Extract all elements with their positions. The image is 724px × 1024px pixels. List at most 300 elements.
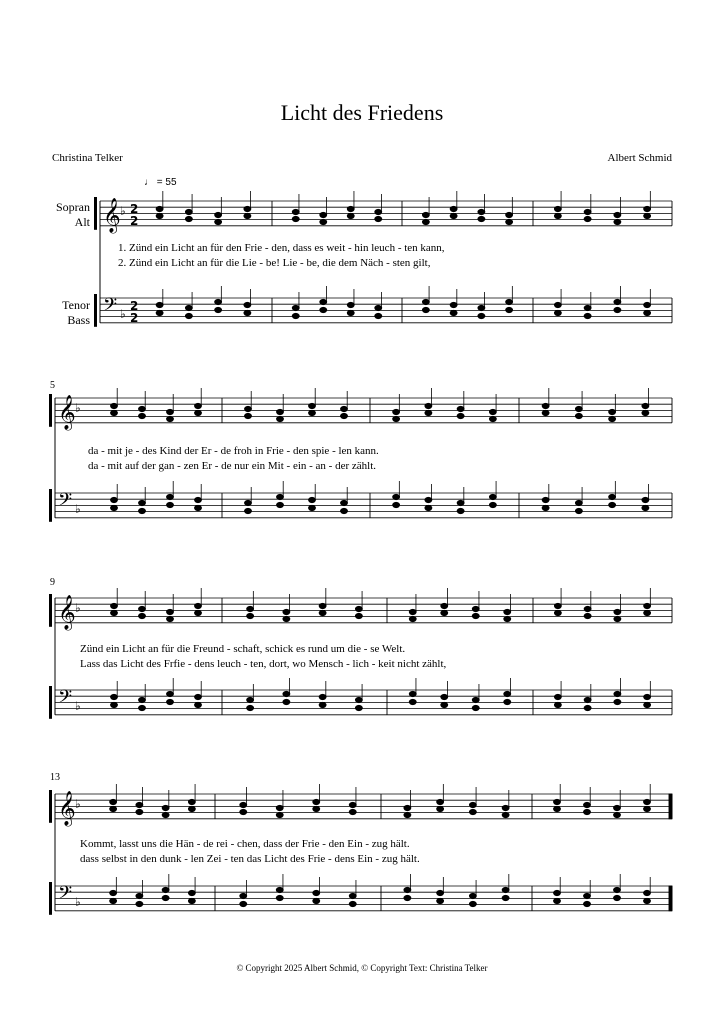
notehead (313, 799, 320, 804)
notehead (167, 691, 174, 696)
flat-sign: ♭ (75, 601, 81, 615)
final-barline (669, 886, 672, 911)
notehead (283, 691, 290, 696)
measure-number-5: 5 (50, 380, 55, 391)
flat-sign: ♭ (75, 895, 81, 909)
notehead (554, 799, 561, 804)
notehead (450, 206, 457, 211)
notehead (450, 213, 457, 218)
notehead (276, 895, 283, 900)
notehead (614, 699, 621, 704)
notehead (341, 413, 348, 418)
notehead (139, 697, 146, 702)
time-signature-top: 2 (130, 299, 139, 313)
notehead (341, 500, 348, 505)
flat-sign: ♭ (75, 699, 81, 713)
notehead (277, 502, 284, 507)
notehead (283, 616, 290, 621)
notehead (584, 705, 591, 710)
notehead (355, 606, 362, 611)
notehead (139, 613, 146, 618)
notehead (404, 895, 411, 900)
notehead (441, 610, 448, 615)
lyrics-system2-verse1: da - mit je - des Kind der Er - de froh in Frie - den spie - len kann. (88, 445, 379, 457)
notehead (185, 216, 192, 221)
notehead (375, 209, 382, 214)
final-barline (669, 794, 672, 819)
notehead (167, 699, 174, 704)
bracket-lower (49, 882, 52, 915)
notehead (422, 299, 429, 304)
notehead (156, 302, 163, 307)
notehead (188, 799, 195, 804)
notehead (472, 697, 479, 702)
lyrics-system4-verse1: Kommt, lasst uns die Hän - de rei - chen, dass der Frie - den Ein - zug hält. (80, 838, 410, 850)
notehead (244, 310, 251, 315)
notehead (489, 416, 496, 421)
notehead (644, 702, 651, 707)
flat-sign: ♭ (75, 797, 81, 811)
score-title: Licht des Friedens (280, 100, 444, 125)
notehead (111, 410, 118, 415)
notehead (575, 406, 582, 411)
notehead (584, 893, 591, 898)
notehead (111, 610, 118, 615)
notehead (110, 799, 117, 804)
notehead (478, 216, 485, 221)
notehead (644, 806, 651, 811)
notehead (283, 699, 290, 704)
time-signature-bottom: 2 (130, 214, 139, 228)
notehead (195, 505, 202, 510)
notehead (347, 206, 354, 211)
notehead (313, 806, 320, 811)
notehead (195, 702, 202, 707)
notehead (504, 616, 511, 621)
notehead (320, 212, 327, 217)
notehead (472, 606, 479, 611)
notehead (409, 699, 416, 704)
notehead (441, 603, 448, 608)
notehead (614, 212, 621, 217)
notehead (469, 809, 476, 814)
notehead (167, 409, 174, 414)
notehead (554, 694, 561, 699)
bass-clef: 𝄢 (103, 295, 118, 320)
time-signature-bottom: 2 (130, 311, 139, 325)
notehead (584, 209, 591, 214)
notehead (554, 213, 561, 218)
notehead (644, 694, 651, 699)
notehead (425, 410, 432, 415)
notehead (441, 694, 448, 699)
notehead (136, 809, 143, 814)
lyrics-system3-verse1: Zünd ein Licht an für die Freund - schaft, schick es rund um die - se Welt. (80, 643, 406, 655)
notehead (319, 610, 326, 615)
notehead (614, 812, 621, 817)
notehead (504, 609, 511, 614)
notehead (584, 809, 591, 814)
notehead (185, 209, 192, 214)
notehead (111, 497, 118, 502)
notehead (478, 209, 485, 214)
notehead (478, 305, 485, 310)
notehead (425, 505, 432, 510)
bass-clef: 𝄢 (58, 490, 73, 515)
notehead (309, 403, 316, 408)
notehead (215, 299, 222, 304)
notehead (614, 887, 621, 892)
notehead (245, 500, 252, 505)
notehead (292, 209, 299, 214)
notehead (247, 613, 254, 618)
notehead (320, 299, 327, 304)
treble-clef: 𝄞 (58, 595, 76, 630)
notehead (506, 219, 513, 224)
lyricist-credit: Christina Telker (52, 152, 123, 164)
notehead (349, 809, 356, 814)
notehead (409, 616, 416, 621)
notehead (341, 406, 348, 411)
notehead (554, 610, 561, 615)
barlines (55, 201, 672, 911)
notehead (111, 603, 118, 608)
notehead (437, 898, 444, 903)
notehead (292, 216, 299, 221)
notehead (478, 313, 485, 318)
notehead (320, 219, 327, 224)
notehead (404, 805, 411, 810)
notehead (185, 305, 192, 310)
notehead (441, 702, 448, 707)
notehead (292, 313, 299, 318)
notehead (584, 697, 591, 702)
notehead (644, 206, 651, 211)
notehead (489, 494, 496, 499)
lyrics-system3-verse2: Lass das Licht des Frfie - dens leuch - ten, dort, wo Mensch - lich - keit nicht zählt, (80, 658, 447, 670)
notehead (309, 497, 316, 502)
notehead (506, 307, 513, 312)
notehead (167, 502, 174, 507)
notehead (162, 895, 169, 900)
notehead (111, 403, 118, 408)
notehead (355, 705, 362, 710)
notehead (422, 219, 429, 224)
notehead (355, 697, 362, 702)
notehead (136, 802, 143, 807)
notehead (644, 610, 651, 615)
bass-clef: 𝄢 (58, 687, 73, 712)
notehead (457, 508, 464, 513)
bracket-upper (49, 594, 52, 627)
notehead (584, 802, 591, 807)
notehead (489, 502, 496, 507)
notehead (244, 213, 251, 218)
notehead (347, 302, 354, 307)
notehead (575, 500, 582, 505)
notehead (215, 219, 222, 224)
notehead (502, 812, 509, 817)
notehead (614, 805, 621, 810)
notehead (240, 893, 247, 898)
notehead (393, 416, 400, 421)
notehead (188, 806, 195, 811)
notehead (584, 305, 591, 310)
notehead (404, 812, 411, 817)
notehead (584, 313, 591, 318)
notehead (437, 806, 444, 811)
notehead (247, 697, 254, 702)
notehead (375, 305, 382, 310)
notehead (644, 302, 651, 307)
notehead (614, 691, 621, 696)
notehead (156, 310, 163, 315)
notehead (139, 606, 146, 611)
notehead (277, 409, 284, 414)
notehead (644, 898, 651, 903)
notehead (584, 606, 591, 611)
notehead (457, 413, 464, 418)
notehead (139, 413, 146, 418)
notehead (139, 508, 146, 513)
notehead (167, 609, 174, 614)
notehead (609, 494, 616, 499)
notehead (642, 410, 649, 415)
notehead (188, 890, 195, 895)
notehead (167, 416, 174, 421)
notehead (277, 494, 284, 499)
notehead (472, 613, 479, 618)
notehead (240, 901, 247, 906)
notehead (215, 307, 222, 312)
notehead (309, 505, 316, 510)
notehead (319, 702, 326, 707)
bracket-upper (49, 394, 52, 427)
voice-label-sopran: Sopran (56, 200, 90, 214)
notehead (313, 898, 320, 903)
notehead (614, 307, 621, 312)
notehead (247, 705, 254, 710)
bass-clef: 𝄢 (58, 883, 73, 908)
notehead (554, 603, 561, 608)
notehead (644, 799, 651, 804)
measure-number-13: 13 (50, 772, 60, 783)
notehead (584, 613, 591, 618)
notehead (283, 609, 290, 614)
notehead (506, 212, 513, 217)
notehead (136, 901, 143, 906)
flat-sign: ♭ (75, 401, 81, 415)
notehead (502, 895, 509, 900)
notehead (614, 609, 621, 614)
notehead (614, 895, 621, 900)
notehead (502, 887, 509, 892)
notehead (542, 505, 549, 510)
notehead (276, 887, 283, 892)
notehead (375, 313, 382, 318)
notehead (554, 890, 561, 895)
notehead (110, 898, 117, 903)
notehead (244, 206, 251, 211)
notehead (167, 494, 174, 499)
notehead (642, 505, 649, 510)
notehead (437, 799, 444, 804)
notehead (609, 502, 616, 507)
notehead (195, 610, 202, 615)
notehead (644, 310, 651, 315)
notehead (457, 500, 464, 505)
notehead (554, 702, 561, 707)
treble-clef: 𝄞 (58, 395, 76, 430)
notehead (244, 302, 251, 307)
voice-label-alt: Alt (74, 215, 90, 229)
notehead (502, 805, 509, 810)
notehead (195, 410, 202, 415)
notehead (355, 613, 362, 618)
notehead (309, 410, 316, 415)
notehead (347, 213, 354, 218)
notehead (609, 416, 616, 421)
notehead (642, 497, 649, 502)
notehead (584, 901, 591, 906)
notehead (162, 805, 169, 810)
notehead (162, 812, 169, 817)
notehead (276, 812, 283, 817)
notehead (450, 310, 457, 315)
notehead (393, 494, 400, 499)
notehead (313, 890, 320, 895)
notehead (422, 212, 429, 217)
notehead (139, 705, 146, 710)
bracket-upper (49, 790, 52, 823)
notehead (504, 691, 511, 696)
lyrics-system2-verse2: da - mit auf der gan - zen Er - de nur ein Mit - ein - an - der zählt. (88, 460, 377, 472)
flat-sign: ♭ (120, 204, 126, 218)
notehead (349, 893, 356, 898)
notehead (162, 887, 169, 892)
notehead (469, 802, 476, 807)
notehead (240, 802, 247, 807)
notehead (437, 890, 444, 895)
notehead (614, 299, 621, 304)
tempo-marking: ♩ = 55 (144, 177, 177, 188)
notehead (542, 497, 549, 502)
notehead (110, 890, 117, 895)
treble-clef: 𝄞 (103, 198, 121, 233)
notehead (111, 702, 118, 707)
bracket-lower (94, 294, 97, 327)
clefs (58, 198, 138, 909)
notehead (347, 310, 354, 315)
notehead (247, 606, 254, 611)
flat-sign: ♭ (75, 502, 81, 516)
notehead (469, 893, 476, 898)
notehead (292, 305, 299, 310)
notehead (277, 416, 284, 421)
notehead (156, 213, 163, 218)
notehead (319, 694, 326, 699)
copyright-footer: © Copyright 2025 Albert Schmid, © Copyright Text: Christina Telker (236, 963, 488, 973)
notehead (245, 406, 252, 411)
notehead (139, 500, 146, 505)
notehead (542, 403, 549, 408)
notehead (469, 901, 476, 906)
notehead (575, 413, 582, 418)
notehead (276, 805, 283, 810)
notehead (195, 497, 202, 502)
notehead (349, 802, 356, 807)
notehead (167, 616, 174, 621)
notehead (156, 206, 163, 211)
notehead (185, 313, 192, 318)
notehead (644, 890, 651, 895)
notehead (111, 505, 118, 510)
voice-label-bass: Bass (67, 313, 90, 327)
notehead (139, 406, 146, 411)
notehead (188, 898, 195, 903)
time-signature-top: 2 (130, 202, 139, 216)
notehead (422, 307, 429, 312)
notehead (450, 302, 457, 307)
notehead (457, 406, 464, 411)
notehead (489, 409, 496, 414)
measure-number-9: 9 (50, 577, 55, 588)
notehead (554, 310, 561, 315)
notehead (375, 216, 382, 221)
lyrics-system4-verse2: dass selbst in den dunk - len Zei - ten das Licht des Frie - dens Ein - zug hält. (80, 853, 420, 865)
notehead (554, 206, 561, 211)
notehead (240, 809, 247, 814)
notehead (393, 502, 400, 507)
notehead (195, 403, 202, 408)
lyrics-system1-verse1: 1. Zünd ein Licht an für den Frie - den, dass es weit - hin leuch - ten kann, (118, 242, 445, 254)
notehead (614, 219, 621, 224)
notehead (136, 893, 143, 898)
flat-sign: ♭ (120, 307, 126, 321)
lyrics-system1-verse2: 2. Zünd ein Licht an für die Lie - be! Lie - be, die dem Näch - sten gilt, (118, 257, 431, 269)
notehead (195, 694, 202, 699)
notehead (609, 409, 616, 414)
bracket-lower (49, 686, 52, 719)
treble-clef: 𝄞 (58, 791, 76, 826)
notehead (111, 694, 118, 699)
notehead (215, 212, 222, 217)
composer-credit: Albert Schmid (607, 152, 672, 164)
notehead (506, 299, 513, 304)
notehead (644, 603, 651, 608)
notehead (584, 216, 591, 221)
notehead (320, 307, 327, 312)
notehead (195, 603, 202, 608)
notehead (409, 691, 416, 696)
notehead (472, 705, 479, 710)
notehead (554, 806, 561, 811)
notehead (409, 609, 416, 614)
notehead (425, 497, 432, 502)
notehead (245, 508, 252, 513)
notehead (554, 302, 561, 307)
notehead (542, 410, 549, 415)
notehead (341, 508, 348, 513)
notehead (504, 699, 511, 704)
notehead (642, 403, 649, 408)
notehead (554, 898, 561, 903)
notehead (425, 403, 432, 408)
notehead (614, 616, 621, 621)
bracket-upper (94, 197, 97, 230)
notehead (404, 887, 411, 892)
notehead (575, 508, 582, 513)
